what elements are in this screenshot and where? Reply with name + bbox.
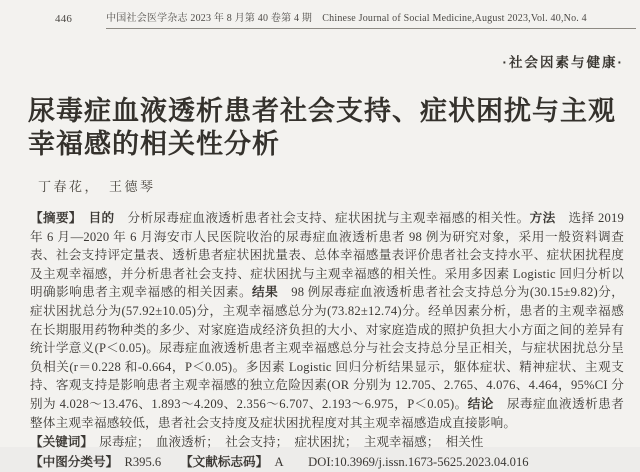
- article-title: [28, 95, 624, 161]
- running-head: [0, 0, 640, 29]
- section-label: ·社会因素与健康·: [502, 55, 624, 70]
- abstract: 【摘要】 目的 分析尿毒症血液透析患者社会支持、症状困扰与主观幸福感的相关性。方法 选择 2019 年 6 月—2020 年 6 月海安市人民医院收治的尿毒症血液透析患者 98 例为研究对象，采用一般资料调查表、社会支持评定量表、透析患者症状困扰量表、总体幸福感量表评价患者社会支持水平、症状困扰程度及主观幸福感，并分析患者社会支持、症状困扰与主观幸福感的相关性。采用多因素 Logistic 回归分析以明确影响患者主观幸福感的相关因素。结果 98 例尿毒症血液透析患者社会支持总分为(30.15±9.82)分，症状困扰总分为(57.92±10.05)分，主观幸福感总分为(73.82±12.74)分。经单因素分析，患者的主观幸福感在长期服用药物种类的多少、对家庭造成经济负担的大小、对家庭造成的照护负担大小方面之间的差异有统计学意义(P＜0.05)。尿毒症血液透析患者主观幸福感总分与社会支持总分呈正相关，与症状困扰总分呈负相关(r＝0.228 和-0.664，P＜0.05)。多因素 Logistic 回归分析结果显示，躯体症状、精神症状、主观支持、客观支持是影响患者主观幸福感的独立危险因素(OR 分别为 12.705、2.765、4.076、4.464，95%CI 分别为 4.028～13.476、1.893～4.209、2.356～6.707、2.193～6.975，P＜0.05)。结论 尿毒症血液透析患者整体主观幸福感较低，患者社会支持度及症状困扰程度对其主观幸福感造成直接影响。: [30, 211, 625, 430]
- article-title-line-2: 幸福感的相关性分析: [28, 129, 280, 159]
- keywords-line: 【关键词】 尿毒症； 血液透析； 社会支持； 症状困扰； 主观幸福感； 相关性: [30, 435, 484, 450]
- classification-doi-line: 【中图分类号】 R395.6 【文献标志码】 A DOI:10.3969/j.issn.1673-5625.2023.04.016: [30, 455, 529, 470]
- authors: 丁春花， 王德琴: [38, 179, 156, 194]
- journal-header: 中国社会医学杂志 2023 年 8 月第 40 卷第 4 期 Chinese Journal of Social Medicine,August 2023,Vol. 40,No. 4: [106, 9, 636, 29]
- article-title-line-1: 尿毒症血液透析患者社会支持、症状困扰与主观: [28, 96, 616, 126]
- page-number: 446: [55, 13, 73, 25]
